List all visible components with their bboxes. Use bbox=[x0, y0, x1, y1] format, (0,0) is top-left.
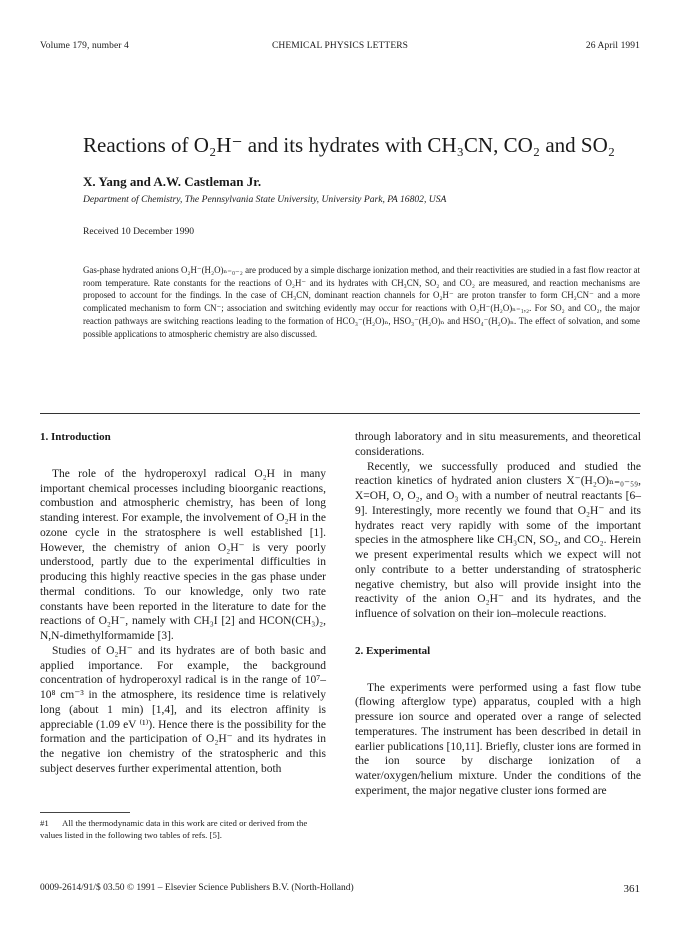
paper-title: Reactions of O₂H⁻ and its hydrates with CH₃CN, CO₂ and SO₂ bbox=[83, 133, 616, 157]
intro-paragraph-3: Recently, we successfully produced and studied the reaction kinetics of hydrated anion clusters X⁻(H₂O)ₙ₌₀₋₅₉, X=OH, O, O₂, and O₃ with a number of neutral reactants [6–9]. Interestingly, more recently we found that O₂H⁻ and its hydrates react very rapidly with some of the important species in the atmosphere like CH₃CN, SO₂, and CO₂. Herein we present experimental results which we expect will not only contribute to a better understanding of stratospheric negative chemistry, but also will provide insight into the reactivity of the anion O₂H⁻ and its hydrates, and the influence of solvation on their ion–molecule reactions. bbox=[355, 460, 641, 620]
right-column bbox=[355, 430, 641, 799]
footnote bbox=[40, 818, 326, 841]
affiliation: Department of Chemistry, The Pennsylvania State University, University Park, PA 16802, USA bbox=[83, 194, 447, 205]
issue-date: 26 April 1991 bbox=[585, 41, 640, 51]
abstract-divider bbox=[40, 413, 640, 414]
authors: X. Yang and A.W. Castleman Jr. bbox=[83, 174, 262, 189]
section-heading-introduction: 1. Introduction bbox=[40, 431, 111, 443]
received-date: Received 10 December 1990 bbox=[83, 226, 195, 237]
footnote-text: All the thermodynamic data in this work are cited or derived from the values listed in the following two tables of refs. [5]. bbox=[40, 818, 308, 840]
intro-paragraph-1: The role of the hydroperoxyl radical O₂H in many important chemical processes including bioorganic reactions, combustion and atmospheric chemistry, has been of long standing interest. For example, the involvement of O₂H in the ozone cycle in the stratosphere is well established [1]. However, the chemistry of anion O₂H⁻ is very poorly understood, partly due to the experimental difficulties in producing this highly reactive species in the gas phase under thermal conditions. To our knowledge, only two rate constants have been reported in the literature to date for the reactions of O₂H⁻, namely with CH₃I [2] and HCON(CH₃)₂, N,N-dimethylformamide [3]. bbox=[40, 467, 326, 642]
volume-info: Volume 179, number 4 bbox=[40, 41, 129, 51]
intro-paragraph-continued: through laboratory and in situ measurements, and theoretical considerations. bbox=[355, 431, 641, 458]
footnote-divider bbox=[40, 812, 130, 813]
journal-name: CHEMICAL PHYSICS LETTERS bbox=[271, 41, 409, 51]
experimental-paragraph-1: The experiments were performed using a fast flow tube (flowing afterglow type) apparatus, coupled with a high pressure ion source and operated over a range of selected temperatures. The instrument has been described in detail in earlier publications [10,11]. Briefly, cluster ions are formed in the ion source by discharge ionization of a water/oxygen/helium mixture. Under the conditions of the experiment, the major negative cluster ions formed are bbox=[355, 681, 641, 797]
copyright-line: 0009-2614/91/$ 03.50 © 1991 – Elsevier Science Publishers B.V. (North-Holland) bbox=[40, 883, 354, 893]
left-column bbox=[40, 430, 326, 777]
abstract: Gas-phase hydrated anions O₂H⁻(H₂O)ₙ₌₀₋₂ are produced by a simple discharge ionization method, and their reactivities are studied in a fast flow reactor at room temperature. Rate constants for the reactions of O₂H⁻ and its hydrates with CH₃CN, SO₂ and CO₂ are measured, and reaction mechanisms are proposed to account for the findings. In the case of CH₃CN, dominant reaction channels for O₂H⁻ are proton transfer to form CH₂CN⁻ and a more complicated mechanism to form CN⁻; association and switching evidently may occur for reactions with O₂H⁻(H₂O)ₙ₌₁,₂. For SO₂ and CO₂, the major reaction pathways are switching reactions leading to the formation of HCO₃⁻(H₂O)ₙ, HSO₃⁻(H₂O)ₙ and HSO₄⁻(H₂O)ₙ. The effect of solvation, and some possible applications to atmospheric chemistry are also discussed. bbox=[83, 265, 640, 339]
section-heading-experimental: 2. Experimental bbox=[355, 644, 431, 657]
footnote-mark: #1 bbox=[40, 818, 49, 828]
page-number: 361 bbox=[623, 883, 640, 895]
intro-paragraph-2: Studies of O₂H⁻ and its hydrates are of both basic and applied importance. For example, the background concentration of hydroperoxyl radical is in the range of 10⁷–10⁸ cm⁻³ in the atmosphere, its residence time is relatively long (about 1 min) [1,4], and its electron affinity is appreciable (1.09 eV ⁽¹⁾). Hence there is the possibility for the formation and the participation of O₂H⁻ and its hydrates in the negative ion chemistry of the stratospheric and this subject deserves further experimental attention, both bbox=[40, 644, 326, 775]
running-header bbox=[40, 41, 640, 55]
